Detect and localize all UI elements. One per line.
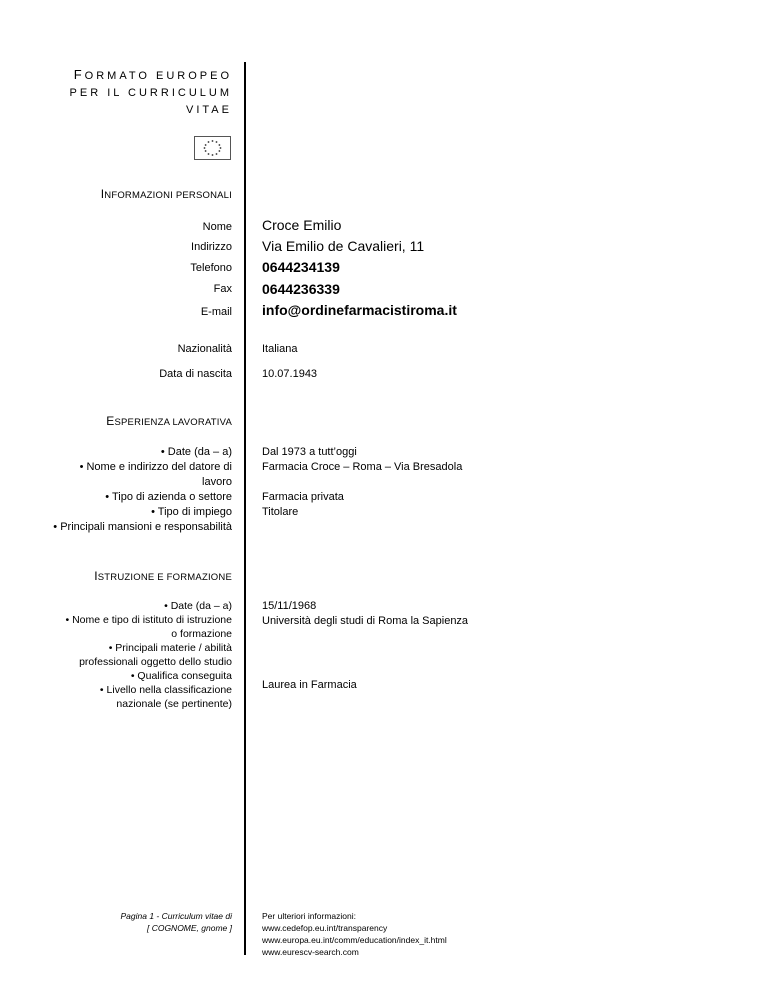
label-indirizzo: Indirizzo [191, 241, 232, 253]
value-nazionalita: Italiana [262, 343, 298, 355]
footer-link-europa[interactable]: www.europa.eu.int/comm/education/index_it.html [262, 935, 447, 945]
value-nome: Croce Emilio [262, 217, 342, 233]
value-fax: 0644236339 [262, 281, 340, 297]
value-indirizzo: Via Emilio de Cavalieri, 11 [262, 238, 425, 254]
work-labels [53, 445, 232, 535]
label-work-employer-2: lavoro [202, 476, 232, 488]
label-edu-school-2: o formazione [171, 628, 232, 640]
label-fax: Fax [213, 283, 232, 295]
value-edu-school: Università degli studi di Roma la Sapienza [262, 615, 469, 627]
footer-link-cedefop[interactable]: www.cedefop.eu.int/transparency [262, 923, 388, 933]
value-work-job: Titolare [262, 506, 299, 518]
section-heading-education: ISTRUZIONE E FORMAZIONE [94, 569, 232, 583]
title-line-3: VITAE [186, 104, 232, 116]
value-work-employer: Farmacia Croce – Roma – Via Bresadola [262, 461, 463, 473]
section-heading-work: ESPERIENZA LAVORATIVA [106, 414, 232, 428]
label-data-nascita: Data di nascita [159, 368, 232, 380]
label-work-job: • Tipo di impiego [151, 506, 232, 518]
label-edu-subjects-1: • Principali materie / abilità [108, 642, 232, 654]
footer-page-info [121, 910, 233, 934]
footer-page-line-2: [ COGNOME, gnome ] [146, 923, 232, 933]
label-edu-school-1: • Nome e tipo di istituto di istruzione [65, 614, 232, 626]
label-nazionalita: Nazionalità [177, 343, 232, 355]
education-labels [65, 599, 232, 711]
value-telefono: 0644234139 [262, 259, 340, 275]
label-edu-qualification: • Qualifica conseguita [130, 670, 232, 682]
value-email: info@ordinefarmacistiroma.it [262, 302, 457, 318]
eu-flag-icon [194, 136, 231, 160]
title-line-2: PER IL CURRICULUM [69, 87, 232, 99]
section-heading-personal: INFORMAZIONI PERSONALI [100, 187, 232, 201]
value-edu-date: 15/11/1968 [262, 600, 317, 612]
document-title [70, 66, 232, 119]
label-work-employer-1: • Nome e indirizzo del datore di [79, 461, 232, 473]
footer-page-line-1: Pagina 1 - Curriculum vitae di [120, 911, 232, 921]
title-line-1: ORMATO EUROPEO [84, 70, 232, 82]
footer-info-heading: Per ulteriori informazioni: [262, 911, 357, 921]
label-edu-level-1: • Livello nella classificazione [99, 684, 232, 696]
value-edu-qualification: Laurea in Farmacia [262, 679, 357, 691]
column-divider [244, 62, 246, 955]
label-work-duties: • Principali mansioni e responsabilità [53, 521, 232, 533]
value-data-nascita: 10.07.1943 [262, 368, 318, 380]
label-edu-date: • Date (da – a) [164, 600, 232, 612]
title-initial: F [73, 67, 85, 82]
value-work-date: Dal 1973 a tutt’oggi [262, 446, 357, 458]
footer-links [262, 910, 447, 958]
label-work-sector: • Tipo di azienda o settore [105, 491, 232, 503]
label-edu-level-2: nazionale (se pertinente) [116, 698, 232, 710]
label-edu-subjects-2: professionali oggetto dello studio [79, 656, 232, 668]
footer-link-eurescv[interactable]: www.eurescv-search.com [262, 947, 359, 957]
label-telefono: Telefono [190, 262, 232, 274]
label-nome: Nome [202, 221, 232, 233]
label-email: E-mail [200, 306, 232, 318]
label-work-date: • Date (da – a) [160, 446, 232, 458]
value-work-sector: Farmacia privata [262, 491, 344, 503]
